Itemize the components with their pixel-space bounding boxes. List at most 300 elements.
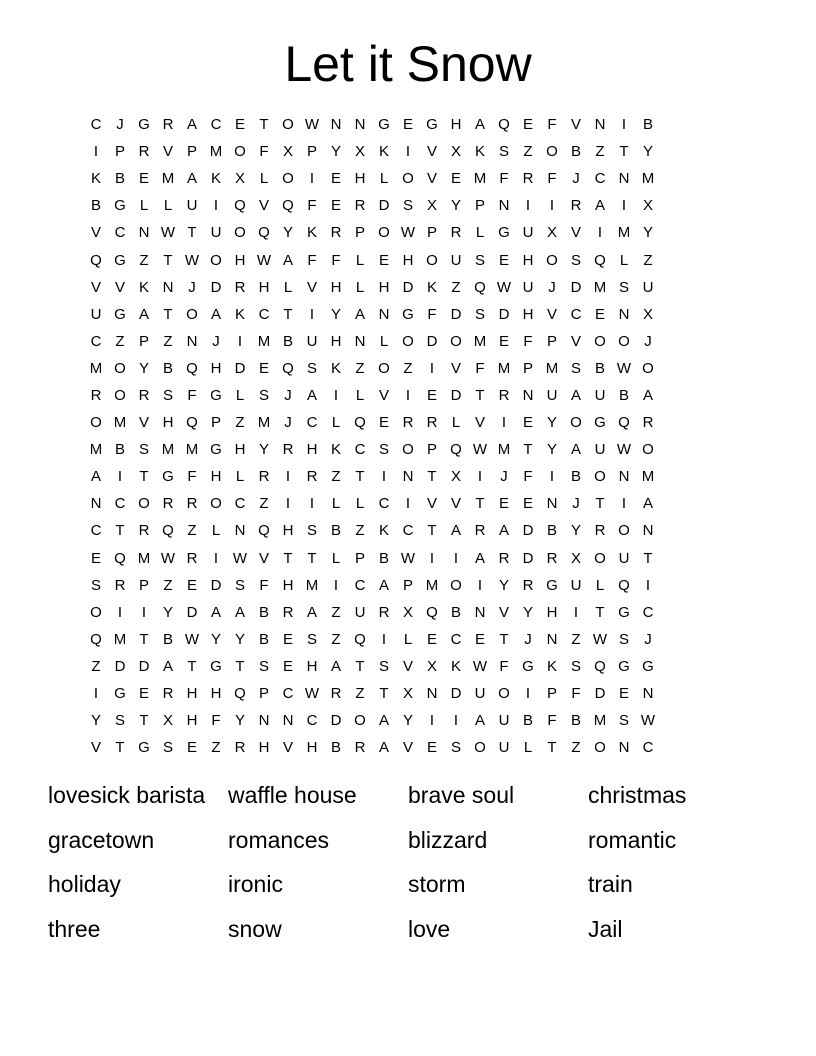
grid-letter: Z (331, 468, 341, 486)
grid-letter: I (621, 495, 627, 513)
grid-letter: Q (618, 576, 630, 594)
word-bank-item: ironic (228, 871, 283, 898)
grid-letter: G (138, 739, 150, 757)
grid-letter: B (450, 603, 461, 621)
grid-letter: Y (258, 441, 269, 459)
grid-letter: O (234, 143, 246, 161)
grid-letter: T (187, 224, 197, 242)
grid-letter: T (307, 549, 317, 567)
grid-letter: A (450, 522, 461, 540)
grid-letter: X (570, 549, 581, 567)
grid-letter: C (354, 441, 366, 459)
grid-letter: N (354, 332, 366, 350)
grid-letter: R (378, 603, 390, 621)
grid-letter: T (499, 630, 509, 648)
grid-letter: Y (546, 441, 557, 459)
grid-letter: C (258, 305, 270, 323)
grid-letter: I (501, 414, 507, 432)
grid-letter: X (234, 170, 245, 188)
grid-letter: S (570, 657, 581, 675)
grid-letter: E (378, 414, 389, 432)
grid-letter: F (499, 657, 509, 675)
grid-letter: I (309, 170, 315, 188)
grid-letter: K (450, 657, 461, 675)
grid-letter: S (306, 630, 317, 648)
grid-row (84, 219, 732, 246)
grid-letter: D (210, 576, 222, 594)
grid-letter: F (187, 468, 197, 486)
grid-letter: L (451, 414, 461, 432)
grid-letter: S (378, 441, 389, 459)
grid-letter: T (619, 143, 629, 161)
grid-letter: I (93, 143, 99, 161)
grid-letter: A (594, 197, 605, 215)
grid-letter: T (187, 657, 197, 675)
grid-letter: Z (331, 630, 341, 648)
grid-letter: E (186, 576, 197, 594)
grid-letter: F (547, 170, 557, 188)
grid-letter: T (523, 441, 533, 459)
grid-row (84, 382, 732, 409)
grid-letter: H (258, 739, 270, 757)
grid-letter: K (234, 305, 245, 323)
grid-letter: V (546, 305, 557, 323)
grid-letter: L (331, 414, 341, 432)
grid-letter: B (570, 143, 581, 161)
grid-letter: S (378, 657, 389, 675)
grid-letter: A (306, 603, 317, 621)
grid-letter: O (90, 603, 102, 621)
grid-letter: N (186, 332, 198, 350)
grid-row (84, 490, 732, 517)
grid-letter: M (593, 278, 607, 296)
grid-letter: I (141, 603, 147, 621)
grid-letter: R (522, 170, 534, 188)
grid-letter: H (282, 522, 294, 540)
grid-letter: Z (235, 414, 245, 432)
grid-letter: X (402, 603, 413, 621)
grid-letter: B (594, 359, 605, 377)
grid-letter: R (162, 116, 174, 134)
grid-letter: R (234, 278, 246, 296)
grid-row (84, 328, 732, 355)
grid-letter: C (450, 630, 462, 648)
grid-letter: Y (234, 630, 245, 648)
grid-letter: U (354, 603, 366, 621)
grid-letter: A (90, 468, 101, 486)
grid-letter: Z (451, 278, 461, 296)
grid-letter: E (186, 739, 197, 757)
grid-letter: U (642, 278, 654, 296)
grid-letter: O (450, 332, 462, 350)
grid-letter: I (213, 549, 219, 567)
grid-letter: K (90, 170, 101, 188)
grid-letter: C (642, 739, 654, 757)
grid-letter: I (405, 143, 411, 161)
grid-letter: L (355, 251, 365, 269)
grid-letter: Z (643, 251, 653, 269)
grid-letter: Y (138, 359, 149, 377)
grid-letter: Q (282, 197, 294, 215)
grid-letter: J (548, 278, 556, 296)
grid-letter: I (573, 603, 579, 621)
grid-letter: G (114, 197, 126, 215)
grid-letter: N (642, 685, 654, 703)
grid-letter: O (402, 332, 414, 350)
grid-letter: P (474, 197, 485, 215)
grid-letter: N (162, 278, 174, 296)
grid-letter: E (594, 305, 605, 323)
grid-letter: S (498, 143, 509, 161)
grid-letter: D (426, 332, 438, 350)
word-bank-item: romances (228, 826, 329, 853)
grid-letter: R (594, 522, 606, 540)
grid-letter: T (547, 739, 557, 757)
grid-letter: E (402, 116, 413, 134)
grid-letter: T (475, 386, 485, 404)
grid-letter: D (330, 712, 342, 730)
grid-letter: C (90, 116, 102, 134)
grid-letter: N (498, 197, 510, 215)
grid-letter: P (426, 224, 437, 242)
grid-letter: R (642, 414, 654, 432)
grid-letter: O (642, 359, 654, 377)
grid-letter: Y (234, 712, 245, 730)
grid-letter: E (426, 739, 437, 757)
grid-letter: Z (91, 657, 101, 675)
word-bank-item: blizzard (408, 826, 488, 853)
grid-letter: X (402, 685, 413, 703)
grid-letter: J (572, 495, 580, 513)
grid-letter: O (570, 414, 582, 432)
grid-letter: Y (546, 414, 557, 432)
grid-letter: A (642, 386, 653, 404)
grid-letter: Z (163, 576, 173, 594)
grid-letter: D (450, 305, 462, 323)
grid-letter: V (162, 143, 173, 161)
grid-letter: L (139, 197, 149, 215)
grid-letter: O (474, 739, 486, 757)
grid-letter: Y (522, 603, 533, 621)
grid-letter: S (570, 359, 581, 377)
grid-letter: A (474, 712, 485, 730)
grid-letter: M (473, 170, 487, 188)
grid-letter: D (186, 603, 198, 621)
grid-letter: Q (282, 359, 294, 377)
grid-letter: E (498, 495, 509, 513)
grid-letter: K (474, 143, 485, 161)
grid-letter: R (282, 603, 294, 621)
grid-letter: E (138, 685, 149, 703)
grid-letter: C (114, 224, 126, 242)
grid-letter: C (90, 522, 102, 540)
grid-letter: U (570, 576, 582, 594)
grid-letter: C (306, 414, 318, 432)
grid-letter: S (450, 739, 461, 757)
grid-letter: M (425, 576, 439, 594)
grid-row (84, 653, 732, 680)
grid-letter: N (426, 685, 438, 703)
grid-letter: I (117, 603, 123, 621)
grid-letter: W (400, 549, 416, 567)
grid-letter: O (546, 143, 558, 161)
grid-letter: F (211, 712, 221, 730)
grid-letter: O (546, 251, 558, 269)
grid-letter: Q (594, 657, 606, 675)
grid-letter: R (498, 549, 510, 567)
grid-letter: A (570, 441, 581, 459)
grid-letter: M (497, 359, 511, 377)
grid-letter: B (618, 386, 629, 404)
grid-letter: N (354, 116, 366, 134)
grid-letter: M (137, 549, 151, 567)
grid-letter: N (90, 495, 102, 513)
grid-letter: W (616, 441, 632, 459)
grid-letter: V (90, 278, 101, 296)
grid-letter: N (618, 468, 630, 486)
grid-letter: O (354, 712, 366, 730)
grid-letter: O (498, 685, 510, 703)
grid-letter: X (354, 143, 365, 161)
grid-letter: R (186, 495, 198, 513)
grid-letter: T (139, 468, 149, 486)
grid-letter: R (546, 549, 558, 567)
grid-letter: D (138, 657, 150, 675)
word-bank (48, 776, 808, 955)
grid-letter: A (378, 739, 389, 757)
grid-letter: H (546, 603, 558, 621)
grid-letter: Q (426, 603, 438, 621)
grid-letter: F (499, 170, 509, 188)
word-bank-item: lovesick barista (48, 782, 206, 808)
grid-letter: W (184, 251, 200, 269)
grid-letter: L (379, 170, 389, 188)
grid-letter: R (426, 414, 438, 432)
grid-letter: P (258, 685, 269, 703)
grid-letter: K (546, 657, 557, 675)
grid-letter: M (161, 441, 175, 459)
grid-letter: R (306, 468, 318, 486)
grid-row (84, 409, 732, 436)
grid-letter: Z (187, 522, 197, 540)
grid-letter: T (139, 630, 149, 648)
grid-letter: Q (474, 278, 486, 296)
grid-letter: Y (90, 712, 101, 730)
grid-letter: D (402, 278, 414, 296)
grid-letter: C (594, 170, 606, 188)
grid-letter: R (498, 386, 510, 404)
grid-letter: F (331, 251, 341, 269)
grid-row (84, 246, 732, 273)
grid-letter: B (570, 712, 581, 730)
grid-letter: E (426, 386, 437, 404)
grid-letter: L (163, 197, 173, 215)
grid-letter: I (333, 576, 339, 594)
grid-letter: L (619, 251, 629, 269)
grid-letter: Q (618, 414, 630, 432)
grid-letter: D (522, 522, 534, 540)
grid-letter: D (522, 549, 534, 567)
grid-letter: N (330, 116, 342, 134)
grid-letter: R (282, 441, 294, 459)
grid-letter: D (114, 657, 126, 675)
grid-letter: R (570, 197, 582, 215)
grid-letter: J (212, 332, 220, 350)
grid-letter: M (89, 441, 103, 459)
grid-letter: V (498, 603, 509, 621)
word-bank-item: train (588, 871, 633, 898)
grid-letter: C (306, 712, 318, 730)
grid-letter: B (570, 468, 581, 486)
grid-letter: N (642, 522, 654, 540)
grid-letter: L (331, 549, 341, 567)
grid-letter: L (379, 332, 389, 350)
grid-letter: V (570, 332, 581, 350)
grid-letter: F (523, 332, 533, 350)
grid-letter: A (330, 657, 341, 675)
grid-letter: D (498, 305, 510, 323)
grid-letter: G (114, 305, 126, 323)
grid-letter: F (571, 685, 581, 703)
grid-letter: Y (450, 197, 461, 215)
grid-letter: V (258, 197, 269, 215)
grid-letter: Y (498, 576, 509, 594)
grid-letter: Y (282, 224, 293, 242)
grid-letter: D (570, 278, 582, 296)
grid-letter: R (330, 685, 342, 703)
grid-letter: E (498, 332, 509, 350)
grid-letter: O (402, 441, 414, 459)
grid-letter: N (594, 116, 606, 134)
grid-letter: T (355, 657, 365, 675)
grid-letter: S (90, 576, 101, 594)
grid-letter: R (138, 522, 150, 540)
grid-letter: V (138, 414, 149, 432)
grid-letter: P (546, 685, 557, 703)
grid-letter: G (618, 657, 630, 675)
grid-letter: M (113, 630, 127, 648)
grid-letter: H (522, 251, 534, 269)
grid-letter: M (497, 441, 511, 459)
grid-letter: S (570, 251, 581, 269)
grid-letter: U (498, 739, 510, 757)
grid-letter: C (402, 522, 414, 540)
grid-letter: R (114, 576, 126, 594)
grid-letter: W (232, 549, 248, 567)
grid-letter: M (209, 143, 223, 161)
grid-letter: D (234, 359, 246, 377)
grid-letter: W (400, 224, 416, 242)
grid-letter: S (258, 657, 269, 675)
grid-letter: S (234, 576, 245, 594)
grid-letter: I (333, 386, 339, 404)
grid-letter: I (309, 305, 315, 323)
grid-letter: X (642, 197, 653, 215)
grid-letter: X (546, 224, 557, 242)
grid-row (84, 274, 732, 301)
grid-row (84, 626, 732, 653)
grid-letter: L (475, 224, 485, 242)
grid-letter: M (473, 332, 487, 350)
grid-row (84, 301, 732, 328)
grid-letter: T (163, 251, 173, 269)
grid-letter: M (161, 170, 175, 188)
grid-letter: I (381, 630, 387, 648)
grid-letter: Q (354, 630, 366, 648)
grid-letter: E (522, 116, 533, 134)
grid-letter: H (282, 576, 294, 594)
grid-letter: G (546, 576, 558, 594)
grid-letter: E (378, 251, 389, 269)
grid-letter: X (162, 712, 173, 730)
grid-letter: J (284, 414, 292, 432)
grid-letter: E (90, 549, 101, 567)
grid-letter: T (427, 468, 437, 486)
grid-letter: F (259, 143, 269, 161)
grid-letter: T (643, 549, 653, 567)
grid-letter: C (210, 116, 222, 134)
grid-letter: O (282, 116, 294, 134)
grid-letter: U (474, 685, 486, 703)
grid-letter: O (90, 414, 102, 432)
grid-letter: I (405, 495, 411, 513)
grid-letter: G (138, 116, 150, 134)
grid-letter: E (282, 630, 293, 648)
grid-letter: P (210, 414, 221, 432)
grid-letter: Q (186, 359, 198, 377)
grid-letter: R (186, 549, 198, 567)
grid-letter: R (474, 522, 486, 540)
grid-letter: I (525, 685, 531, 703)
grid-letter: I (477, 468, 483, 486)
grid-letter: H (522, 305, 534, 323)
grid-letter: A (306, 386, 317, 404)
grid-letter: I (285, 495, 291, 513)
grid-letter: K (138, 278, 149, 296)
grid-letter: D (594, 685, 606, 703)
grid-letter: Z (163, 332, 173, 350)
grid-letter: T (259, 116, 269, 134)
grid-letter: D (450, 386, 462, 404)
grid-letter: L (523, 739, 533, 757)
grid-letter: U (450, 251, 462, 269)
grid-letter: Y (210, 630, 221, 648)
grid-letter: T (163, 305, 173, 323)
grid-letter: L (259, 170, 269, 188)
grid-letter: V (90, 224, 101, 242)
grid-letter: J (284, 386, 292, 404)
grid-letter: N (522, 386, 534, 404)
grid-letter: B (642, 116, 653, 134)
grid-letter: I (597, 224, 603, 242)
grid-letter: A (186, 116, 197, 134)
grid-letter: T (115, 522, 125, 540)
grid-letter: L (331, 495, 341, 513)
grid-letter: B (258, 603, 269, 621)
grid-letter: Q (258, 224, 270, 242)
grid-letter: O (114, 359, 126, 377)
grid-letter: I (405, 386, 411, 404)
grid-row (84, 599, 732, 626)
grid-letter: F (187, 386, 197, 404)
grid-letter: I (525, 197, 531, 215)
grid-letter: A (186, 170, 197, 188)
grid-letter: F (307, 251, 317, 269)
grid-letter: O (138, 495, 150, 513)
grid-letter: N (546, 630, 558, 648)
grid-letter: K (378, 522, 389, 540)
grid-letter: V (90, 739, 101, 757)
